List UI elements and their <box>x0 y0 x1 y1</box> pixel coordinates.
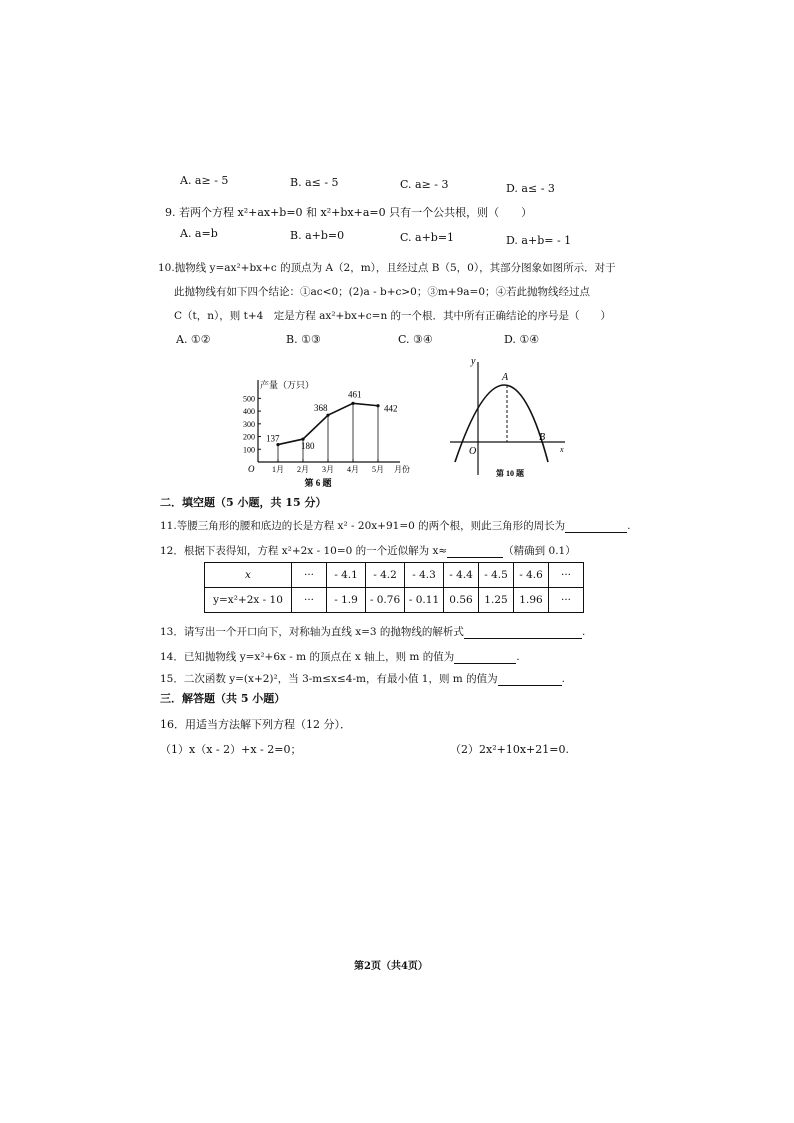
q10-option-a: A. ①② <box>176 333 211 346</box>
table-cell: - 0.76 <box>366 588 405 613</box>
q12-stem: 12．根据下表得知，方程 x²+2x - 10=0 的一个近似解为 x≈ <box>160 545 448 557</box>
chart6-x-tick-label: 2月 <box>297 465 309 474</box>
chart6-y-tick-label: 400 <box>243 407 255 417</box>
table-cell: ··· <box>549 588 584 613</box>
q10-option-b: B. ①③ <box>286 333 321 346</box>
q9-option-a: A. a=b <box>180 227 218 240</box>
table-cell: y=x²+2x - 10 <box>205 588 292 613</box>
q8-option-a: A. a≥ - 5 <box>180 174 229 187</box>
table-cell: 1.96 <box>514 588 549 613</box>
table-cell: - 4.5 <box>479 563 514 588</box>
fig10-point-b-label: B <box>539 432 546 443</box>
table-cell: x <box>205 563 292 588</box>
chart6-y-axis-label: 产量（万只） <box>260 380 315 390</box>
q16-part1: （1）x（x - 2）+x - 2=0； <box>160 743 302 756</box>
q14-text: 14．已知抛物线 y=x²+6x - m 的顶点在 x 轴上，则 m 的值为 . <box>160 651 520 663</box>
fig10-caption: 第 10 题 <box>496 469 524 478</box>
chart6-y-tick-label: 300 <box>243 419 255 429</box>
chart6-data-label: 180 <box>301 441 315 452</box>
chart6-x-tick-label: 3月 <box>322 465 334 474</box>
chart6-y-tick-label: 100 <box>243 445 255 455</box>
chart6-x-tick-label: 5月 <box>372 465 384 474</box>
q15-text: 15．二次函数 y=(x+2)²，当 3-m≤x≤4-m，有最小值 1，则 m 的值为 . <box>160 673 565 685</box>
production-line-chart <box>228 376 408 494</box>
q9-stem: 9. 若两个方程 x²+ax+b=0 和 x²+bx+a=0 只有一个公共根，则（ ） <box>165 206 533 219</box>
table-cell: ··· <box>292 563 327 588</box>
q16-stem: 16．用适当方法解下列方程（12 分）． <box>160 718 351 731</box>
chart6-data-label: 461 <box>348 389 362 400</box>
q16-part2: （2）2x²+10x+21=0. <box>450 743 569 756</box>
table-cell: 0.56 <box>444 588 479 613</box>
chart6-data-label: 368 <box>314 403 328 414</box>
q9-option-c: C. a+b=1 <box>400 231 455 244</box>
parabola-figure <box>440 350 580 485</box>
section3-heading: 三．解答题（共 5 小题） <box>160 692 286 705</box>
q15-answer-blank <box>498 685 562 686</box>
q12-precision: （精确到 0.1） <box>503 545 576 557</box>
q10-line3: C（t，n），则 t+4 定是方程 ax²+bx+c=n 的一个根．其中所有正确结论的序号是（ ） <box>174 310 612 322</box>
fig10-y-label: y <box>471 356 476 367</box>
q9-option-d: D. a+b= - 1 <box>506 234 572 247</box>
chart6-y-tick-label: 500 <box>243 394 255 404</box>
fig10-x-label: x <box>560 445 564 454</box>
table-cell: - 1.9 <box>327 588 366 613</box>
page-footer: 第2页（共4页） <box>354 961 428 972</box>
q14-stem: 14．已知抛物线 y=x²+6x - m 的顶点在 x 轴上，则 m 的值为 <box>160 651 455 663</box>
table-cell: ··· <box>549 563 584 588</box>
table-cell: - 4.2 <box>366 563 405 588</box>
q12-text <box>160 543 576 558</box>
table-cell: - 0.11 <box>405 588 444 613</box>
chart6-origin-label: O <box>248 464 255 474</box>
q8-option-d: D. a≤ - 3 <box>506 182 555 195</box>
chart6-x-axis-label: 月份 <box>394 465 410 474</box>
chart6-data-label: 442 <box>384 403 398 414</box>
q12-value-table <box>204 562 584 613</box>
table-cell: - 4.3 <box>405 563 444 588</box>
q11-stem: 11.等腰三角形的腰和底边的长是方程 x² - 20x+91=0 的两个根，则此三角形的周长为 <box>160 520 566 532</box>
q11-answer-blank <box>565 532 627 533</box>
q13-answer-blank <box>464 638 582 639</box>
q15-stem: 15．二次函数 y=(x+2)²，当 3-m≤x≤4-m，有最小值 1，则 m 的值为 <box>160 673 498 685</box>
q14-answer-blank <box>454 663 516 664</box>
table-cell: - 4.1 <box>327 563 366 588</box>
table-cell: - 4.6 <box>514 563 549 588</box>
chart6-data-label: 137 <box>266 433 280 444</box>
chart6-y-tick-label: 200 <box>243 432 255 442</box>
table-row <box>205 563 584 588</box>
section2-heading: 二．填空题（5 小题，共 15 分） <box>160 496 327 509</box>
q13-text: 13．请写出一个开口向下，对称轴为直线 x=3 的抛物线的解析式 . <box>160 626 586 638</box>
fig10-point-a-label: A <box>502 372 509 383</box>
q11-text: 11.等腰三角形的腰和底边的长是方程 x² - 20x+91=0 的两个根，则此三角形的周长为 . <box>160 520 631 532</box>
q9-option-b: B. a+b=0 <box>290 229 345 242</box>
q12-answer-blank <box>447 557 503 558</box>
table-cell: - 4.4 <box>444 563 479 588</box>
chart6-data-point <box>326 414 329 417</box>
q8-option-b: B. a≤ - 5 <box>290 176 339 189</box>
q13-stem: 13．请写出一个开口向下，对称轴为直线 x=3 的抛物线的解析式 <box>160 626 464 638</box>
q10-line1: 10.抛物线 y=ax²+bx+c 的顶点为 A（2，m），且经过点 B（5，0），其部分图象如图所示．对于 <box>158 262 616 274</box>
fig10-origin-label: O <box>469 446 477 457</box>
table-cell: 1.25 <box>479 588 514 613</box>
q8-option-c: C. a≥ - 3 <box>400 178 449 191</box>
chart6-x-tick-label: 4月 <box>347 465 359 474</box>
q10-option-c: C. ③④ <box>398 333 433 346</box>
chart6-data-point <box>351 402 354 405</box>
q10-option-d: D. ①④ <box>504 333 540 346</box>
table-row <box>205 588 584 613</box>
table-cell: ··· <box>292 588 327 613</box>
chart6-x-tick-label: 1月 <box>272 465 284 474</box>
chart6-data-point <box>376 404 379 407</box>
chart6-caption: 第 6 题 <box>304 478 332 488</box>
q10-line2: 此抛物线有如下四个结论：①ac<0；(2)a - b+c>0；③m+9a=0；④若此抛物线经过点 <box>174 286 591 298</box>
